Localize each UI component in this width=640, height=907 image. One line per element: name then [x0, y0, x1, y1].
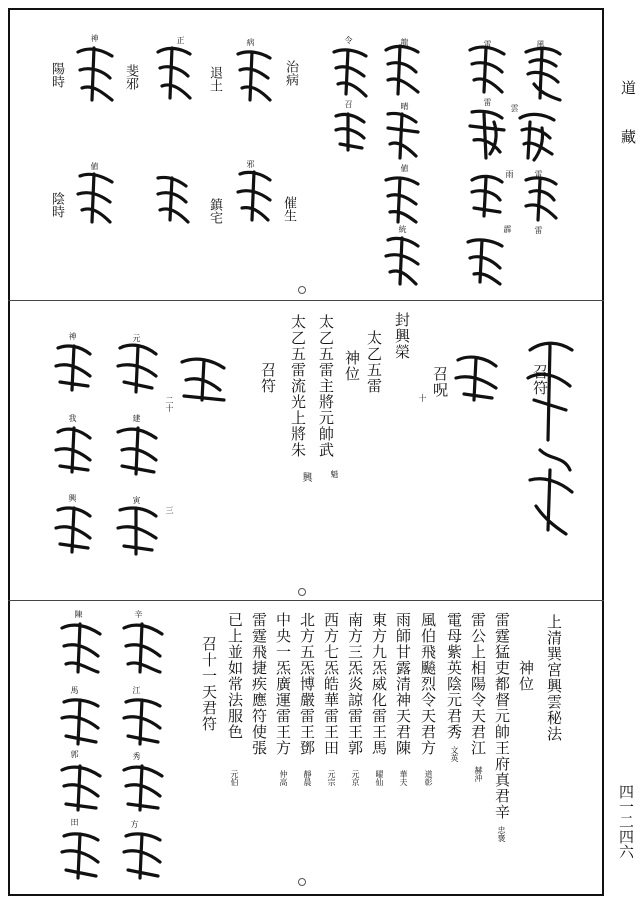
annotation: 仲高: [279, 770, 288, 786]
talisman-seal-guo-icon: [56, 758, 106, 814]
annotation: 道彰: [424, 770, 433, 786]
annotation: 建: [132, 414, 141, 422]
binding-hole: [298, 588, 306, 596]
talisman-seal-ma-icon: [56, 692, 106, 748]
talisman-seal-xing-icon: [50, 500, 98, 556]
text-column: 封興榮: [393, 312, 411, 360]
talisman-seal-yu-icon: [464, 40, 510, 98]
talisman-caption: 晴: [400, 102, 409, 110]
annotation: 元伯: [230, 770, 239, 786]
talisman-seal-zhenzhai-icon: [150, 170, 194, 226]
talisman-seal-wo-icon: [50, 420, 98, 476]
talisman-seal-lei-icon: [520, 172, 562, 224]
text-column: 西方七炁皓華雷王田: [322, 612, 340, 756]
text-column: 神位: [517, 660, 535, 692]
talisman-seal-ling-icon: [328, 42, 372, 100]
talisman-purpose-label: 治病: [283, 60, 298, 86]
talisman-seal-pi-icon: [462, 232, 508, 288]
talisman-seal-zhao-icon: [328, 108, 372, 154]
talisman-seal-fang-icon: [118, 826, 168, 882]
annotation: 我: [68, 414, 77, 422]
talisman-seal-yangshi-icon: [72, 42, 118, 106]
talisman-seal-yun-icon: [514, 108, 560, 164]
annotation: 魁: [330, 470, 339, 478]
talisman-seal-cuisheng-icon: [232, 166, 276, 226]
text-column: 南方三炁炎諒雷王郭: [346, 612, 364, 756]
annotation: 興: [68, 494, 77, 502]
text-column: 召符: [531, 364, 549, 396]
talisman-caption: 統: [398, 225, 407, 233]
talisman-purpose-label: 催生: [281, 196, 296, 222]
talisman-seal-zhibing-icon: [232, 44, 276, 106]
talisman-purpose-label: 陰時: [49, 192, 64, 218]
talisman-seal-large-icon: [520, 330, 580, 540]
talisman-seal-yinshi-icon: [72, 168, 118, 226]
talisman-seal-dian-icon: [464, 170, 508, 220]
annotation: 赫沖: [474, 766, 483, 782]
text-column: 風伯飛飈烈令天君方: [419, 612, 437, 756]
text-column: 上清巽宮興雲秘法: [545, 614, 563, 742]
annotation: 江: [132, 686, 141, 694]
annotation: 二十: [165, 396, 174, 412]
talisman-caption: 雷: [483, 98, 492, 106]
text-column: 東方九炁威化雷王馬: [370, 612, 388, 756]
talisman-caption: 邪: [246, 160, 255, 168]
talisman-seal-chen-icon: [56, 618, 106, 676]
annotation: 田: [70, 818, 79, 826]
talisman-caption: 霹: [503, 225, 512, 233]
talisman-seal-yin-icon: [112, 500, 164, 558]
annotation: 馬: [70, 686, 79, 694]
text-column: 北方五炁博嚴雷王鄧: [298, 612, 316, 756]
text-column: 雷公上相陽令天君江: [469, 612, 487, 756]
annotation: 曜仙: [375, 770, 384, 786]
annotation: 十: [418, 394, 427, 402]
annotation: 方: [130, 820, 139, 828]
annotation: 華夫: [399, 770, 408, 786]
talisman-caption: 雲: [510, 104, 519, 112]
annotation: 靜晨: [303, 770, 312, 786]
talisman-seal-yuan-icon: [112, 338, 164, 396]
talisman-caption: 雷: [534, 226, 543, 234]
talisman-caption: 龍: [400, 38, 409, 46]
annotation: 陳: [74, 610, 83, 618]
talisman-seal-xiu-icon: [118, 758, 168, 814]
annotation: 寅: [132, 496, 141, 504]
text-column: 雷霆猛吏都督元帥王府真君辛: [493, 612, 511, 820]
talisman-seal-jian-icon: [112, 420, 164, 478]
annotation: 元京: [351, 770, 360, 786]
talisman-caption: 風: [536, 40, 545, 48]
text-column: 雷霆飛捷疾應符使張: [250, 612, 268, 756]
talisman-purpose-label: 鎮宅: [207, 198, 222, 224]
text-column: 已上並如常法服色: [226, 612, 244, 740]
talisman-seal-long-icon: [380, 40, 424, 100]
talisman-seal-qing-icon: [380, 106, 424, 162]
annotation: 文英: [450, 746, 459, 762]
talisman-seal-ting-icon: [464, 104, 510, 162]
talisman-caption: 値: [90, 162, 99, 170]
text-column: 神位: [343, 350, 361, 382]
talisman-seal-feng-icon: [520, 44, 566, 104]
talisman-caption: 令: [344, 36, 353, 44]
talisman-caption: 召: [344, 100, 353, 108]
talisman-caption: 雷: [534, 170, 543, 178]
panel-divider-bottom: [8, 600, 604, 601]
talisman-purpose-label: 退土: [207, 66, 222, 92]
text-column: 雨師甘露清神天君陳: [394, 612, 412, 756]
side-title: 道藏: [619, 80, 637, 178]
text-column: 中央一炁廣運雷王方: [274, 612, 292, 756]
talisman-seal-tian-icon: [56, 826, 106, 882]
text-column: 召十一天君符: [200, 636, 218, 732]
text-column: 太乙五雷流光上將朱: [289, 314, 307, 458]
annotation: 元: [132, 334, 141, 342]
talisman-seal-xin-icon: [118, 618, 168, 676]
talisman-caption: 神: [90, 34, 99, 42]
annotation: 辛: [134, 610, 143, 618]
binding-hole: [298, 286, 306, 294]
text-column: 電母紫英陰元君秀: [445, 612, 463, 740]
talisman-seal-tong-icon: [380, 232, 424, 288]
talisman-seal-zhaozhou-icon: [176, 350, 232, 404]
text-column: 召符: [259, 362, 277, 394]
page-number: 四一二四六: [617, 784, 635, 859]
annotation: 興: [300, 472, 311, 482]
text-column: 太乙五雷主將元帥武: [317, 314, 335, 458]
talisman-caption: 病: [246, 38, 255, 46]
talisman-seal-zhaofu-icon: [450, 350, 504, 404]
talisman-caption: 雨: [505, 170, 514, 178]
talisman-seal-tuitu-icon: [152, 42, 196, 104]
talisman-purpose-label: 斐邪: [123, 64, 138, 90]
text-column: 太乙五雷: [365, 330, 383, 394]
talisman-seal-jiang-icon: [118, 692, 168, 748]
annotation: 三: [165, 506, 174, 514]
annotation: 元宗: [327, 770, 336, 786]
binding-hole: [298, 878, 306, 886]
annotation: 郭: [70, 750, 79, 758]
text-column: 召呪: [431, 366, 449, 398]
talisman-seal-shen-icon: [50, 338, 98, 394]
talisman-caption: 値: [400, 164, 409, 172]
talisman-purpose-label: 陽時: [49, 62, 64, 88]
talisman-caption: 正: [176, 36, 185, 44]
annotation: 忠褒: [497, 826, 506, 842]
talisman-seal-zhi-icon: [380, 170, 424, 226]
annotation: 秀: [132, 752, 141, 760]
annotation: 神: [68, 332, 77, 340]
talisman-caption: 雷: [483, 40, 492, 48]
panel-divider-top: [8, 300, 604, 301]
